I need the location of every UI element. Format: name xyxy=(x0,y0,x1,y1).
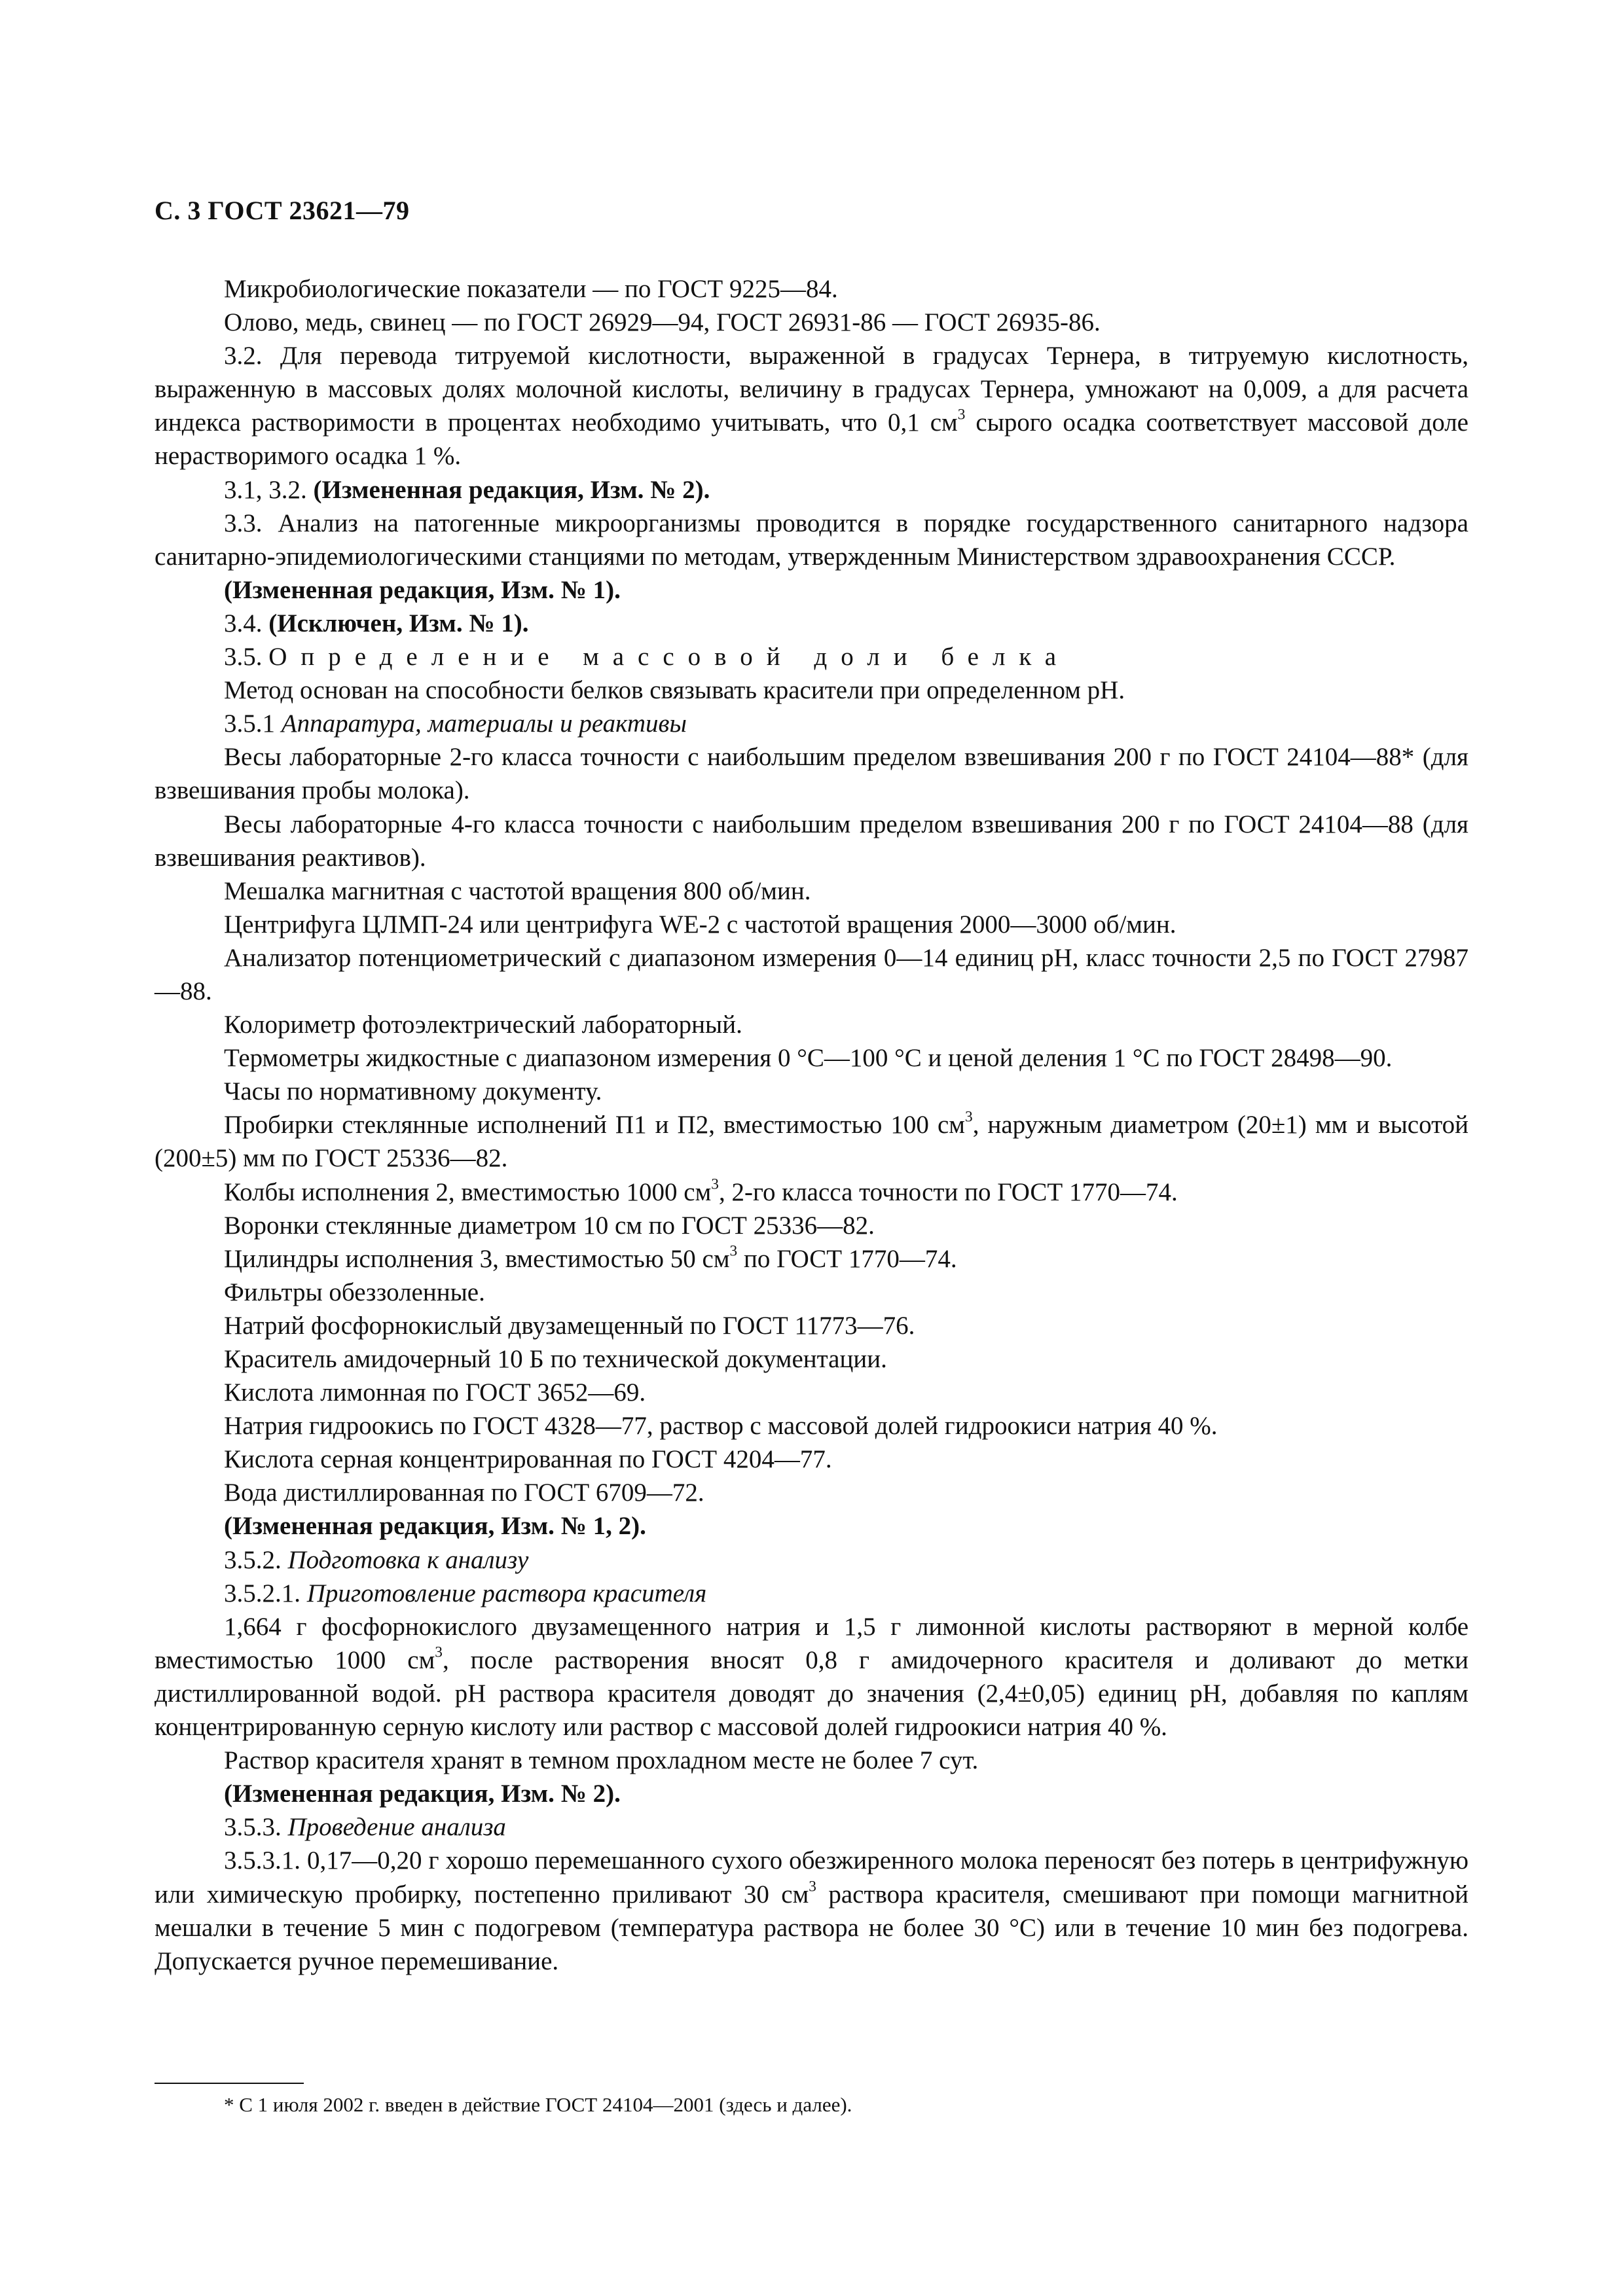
paragraph xyxy=(155,673,1468,707)
subsection-number: 3.5.1 xyxy=(224,709,282,738)
paragraph xyxy=(155,908,1468,941)
subsection-title: Подготовка к анализу xyxy=(287,1545,529,1574)
subsection-title: Проведение анализа xyxy=(287,1813,506,1842)
superscript: 3 xyxy=(964,1108,973,1126)
text: Микробиологические показатели — по ГОСТ 9225—84. xyxy=(224,275,838,303)
paragraph xyxy=(155,1309,1468,1342)
text: , 2-го класса точности по ГОСТ 1770—74. xyxy=(718,1177,1178,1206)
text: Раствор красителя хранят в темном прохладном месте не более 7 сут. xyxy=(224,1746,979,1775)
paragraph xyxy=(155,339,1468,473)
text: Кислота лимонная по ГОСТ 3652—69. xyxy=(224,1378,646,1407)
paragraph xyxy=(155,272,1468,306)
revision-note: (Исключен, Изм. № 1). xyxy=(268,609,529,637)
paragraph xyxy=(155,740,1468,807)
paragraph xyxy=(155,941,1468,1008)
text: Олово, медь, свинец — по ГОСТ 26929—94, ГОСТ 26931-86 — ГОСТ 26935-86. xyxy=(224,308,1101,337)
text: Краситель амидочерный 10 Б по технической документации. xyxy=(224,1345,887,1373)
document-body xyxy=(155,272,1468,1978)
text: 3.4. xyxy=(224,609,269,637)
section-number: 3.5. xyxy=(224,643,269,672)
paragraph xyxy=(155,1041,1468,1075)
text: Вода дистиллированная по ГОСТ 6709—72. xyxy=(224,1479,704,1507)
subsection-number: 3.5.2.1. xyxy=(224,1579,307,1607)
paragraph xyxy=(155,507,1468,573)
paragraph xyxy=(155,573,1468,607)
text: Фильтры обеззоленные. xyxy=(224,1278,485,1306)
text: Пробирки стеклянные исполнений П1 и П2, вместимостью 100 см xyxy=(224,1111,965,1139)
footnote-divider xyxy=(155,2083,304,2084)
revision-note: (Измененная редакция, Изм. № 2). xyxy=(313,475,710,504)
paragraph xyxy=(155,607,1468,640)
text: , наружным диаметром (20±1) мм и высотой (200±5) мм по ГОСТ 25336—82. xyxy=(155,1111,1468,1173)
subsection-title: Приготовление раствора красителя xyxy=(306,1579,707,1607)
text: 3.3. Анализ на патогенные микроорганизмы проводится в порядке государственного санитарного надзора санитарно-эпидемиологическими станциями по методам, утвержденным Министерством здравоохранения СССР. xyxy=(155,509,1468,571)
paragraph xyxy=(155,1443,1468,1476)
paragraph xyxy=(155,1276,1468,1309)
paragraph xyxy=(155,1209,1468,1242)
paragraph xyxy=(155,1509,1468,1543)
paragraph xyxy=(155,1242,1468,1276)
paragraph xyxy=(155,1409,1468,1443)
paragraph xyxy=(155,1108,1468,1175)
text: Кислота серная концентрированная по ГОСТ 4204—77. xyxy=(224,1445,832,1474)
subsection-number: 3.5.2. xyxy=(224,1545,288,1574)
text: , после растворения вносят 0,8 г амидочерного красителя и доливают до метки дистиллированной водой. рН раствора красителя доводят до значения (2,4±0,05) единиц рН, добавляя по каплям концентрированную серную кислоту или раствор с массовой долей гидроокиси натрия 40 %. xyxy=(155,1645,1468,1742)
paragraph xyxy=(155,306,1468,339)
paragraph xyxy=(155,473,1468,507)
paragraph xyxy=(155,1342,1468,1376)
text: Весы лабораторные 4-го класса точности с наибольшим пределом взвешивания 200 г по ГОСТ 24104—88 (для взвешивания реактивов). xyxy=(155,810,1468,872)
paragraph xyxy=(155,1008,1468,1041)
text: 3.1, 3.2. xyxy=(224,475,314,504)
text: Воронки стеклянные диаметром 10 см по ГОСТ 25336—82. xyxy=(224,1211,875,1240)
superscript: 3 xyxy=(711,1175,719,1193)
subsection-heading xyxy=(155,707,1468,740)
section-title: Определение массовой доли белка xyxy=(268,643,1070,672)
paragraph xyxy=(155,1777,1468,1810)
text: сырого осадка соответствует массовой доле нерастворимого осадка 1 %. xyxy=(155,408,1468,471)
paragraph xyxy=(155,1376,1468,1409)
paragraph xyxy=(155,808,1468,874)
paragraph xyxy=(155,1476,1468,1509)
paragraph xyxy=(155,1610,1468,1744)
superscript: 3 xyxy=(435,1643,443,1661)
text: Анализатор потенциометрический с диапазоном измерения 0—14 единиц рН, класс точности 2,5 по ГОСТ 27987—88. xyxy=(155,943,1468,1005)
text: Весы лабораторные 2-го класса точности с наибольшим пределом взвешивания 200 г по ГОСТ 24104—88* (для взвешивания пробы молока). xyxy=(155,743,1468,805)
text: Центрифуга ЦЛМП-24 или центрифуга WE-2 с частотой вращения 2000—3000 об/мин. xyxy=(224,910,1176,939)
text: 3.5.3.1. 0,17—0,20 г хорошо перемешанного сухого обезжиренного молока переносят без потерь в центрифужную или химическую пробирку, постепенно приливают 30 см xyxy=(155,1846,1468,1909)
text: по ГОСТ 1770—74. xyxy=(737,1244,957,1273)
text: Натрий фосфорнокислый двузамещенный по ГОСТ 11773—76. xyxy=(224,1311,915,1340)
footnote: * С 1 июля 2002 г. введен в действие ГОСТ 24104—2001 (здесь и далее). xyxy=(224,2093,852,2116)
section-heading xyxy=(155,640,1468,673)
text: Термометры жидкостные с диапазоном измерения 0 °С—100 °С и ценой деления 1 °С по ГОСТ 28498—90. xyxy=(224,1044,1393,1073)
revision-note: (Измененная редакция, Изм. № 1, 2). xyxy=(224,1512,646,1541)
paragraph xyxy=(155,1175,1468,1209)
page-header: С. 3 ГОСТ 23621—79 xyxy=(155,196,410,225)
text: Колбы исполнения 2, вместимостью 1000 см xyxy=(224,1177,712,1206)
revision-note: (Измененная редакция, Изм. № 1). xyxy=(224,575,621,604)
text: Мешалка магнитная с частотой вращения 800 об/мин. xyxy=(224,876,811,905)
text: Цилиндры исполнения 3, вместимостью 50 см xyxy=(224,1244,730,1273)
revision-note: (Измененная редакция, Изм. № 2). xyxy=(224,1780,621,1808)
text: раствора красителя, смешивают при помощи магнитной мешалки в течение 5 мин с подогревом (температура раствора не более 30 °С) или в течение 10 мин без подогрева. Допускается ручное перемешивание. xyxy=(155,1880,1469,1975)
subsection-number: 3.5.3. xyxy=(224,1813,288,1842)
subsection-heading xyxy=(155,1543,1468,1577)
text: 1,664 г фосфорнокислого двузамещенного натрия и 1,5 г лимонной кислоты растворяют в мерной колбе вместимостью 1000 см xyxy=(155,1612,1468,1674)
paragraph xyxy=(155,874,1468,908)
subsection-heading xyxy=(155,1810,1468,1844)
superscript: 3 xyxy=(809,1877,816,1895)
text: 3.2. Для перевода титруемой кислотности, выраженной в градусах Тернера, в титруемую кислотность, выраженную в массовых долях молочной кислоты, величину в градусах Тернера, умножают на 0,009, а для расчета индекса растворимости в процентах необходимо учитывать, что 0,1 см xyxy=(155,342,1468,437)
text: Колориметр фотоэлектрический лабораторный. xyxy=(224,1011,742,1039)
text: Натрия гидроокись по ГОСТ 4328—77, раствор с массовой долей гидроокиси натрия 40 %. xyxy=(224,1412,1218,1441)
superscript: 3 xyxy=(729,1242,738,1260)
paragraph xyxy=(155,1744,1468,1777)
text: Часы по нормативному документу. xyxy=(224,1077,602,1106)
subsection-heading xyxy=(155,1577,1468,1610)
text: Метод основан на способности белков связывать красители при определенном рН. xyxy=(224,676,1125,705)
paragraph xyxy=(155,1844,1468,1977)
superscript: 3 xyxy=(957,406,966,423)
subsection-title: Аппаратура, материалы и реактивы xyxy=(281,709,687,738)
paragraph xyxy=(155,1075,1468,1108)
